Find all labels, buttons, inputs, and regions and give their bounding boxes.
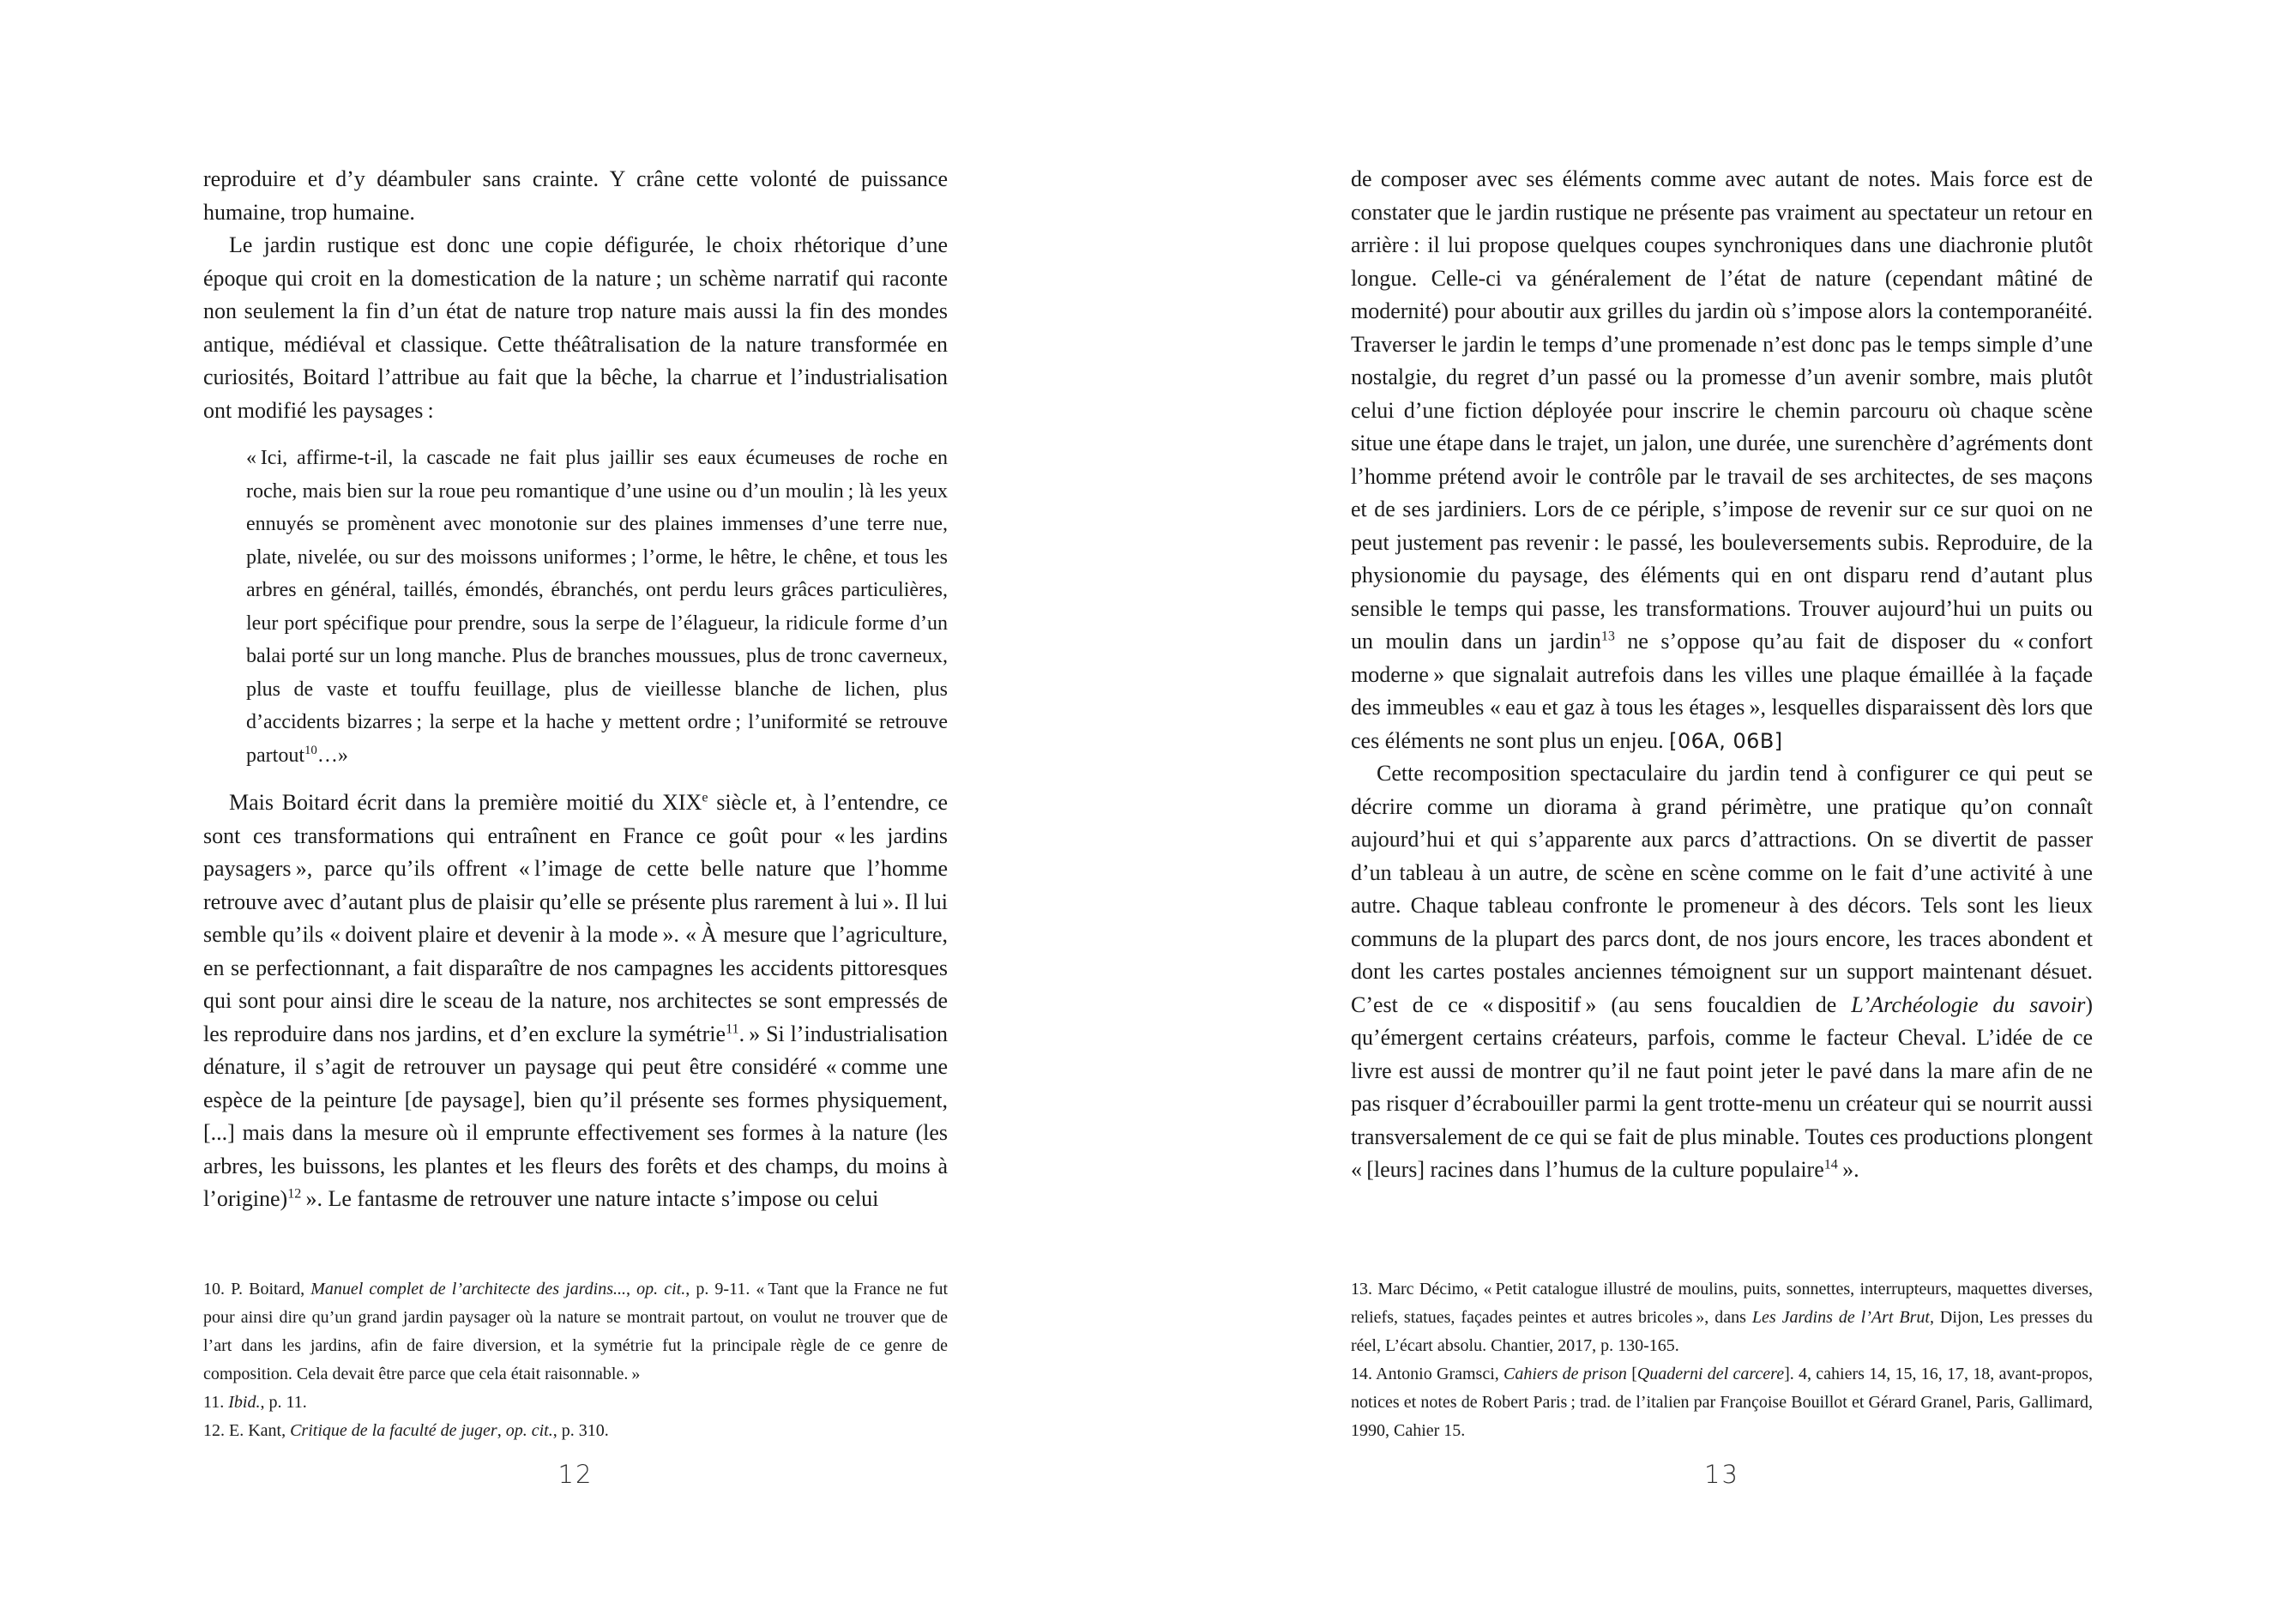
footnote: 12. E. Kant, Critique de la faculté de juger, op. cit., p. 310. [203, 1421, 609, 1440]
footnote-reference: 10 [304, 743, 317, 757]
footnote-reference: 12 [287, 1186, 302, 1202]
italic-title: Manuel complet de l’architecte des jardins... [310, 1280, 627, 1299]
italic-title: Ibid. [228, 1393, 261, 1412]
page-right-body [1351, 163, 2093, 1187]
footnote-reference: 11 [726, 1021, 739, 1036]
page-number-left: 12 [557, 1460, 594, 1489]
footnote-reference: 13 [1600, 629, 1615, 644]
paragraph: de composer avec ses éléments comme avec autant de notes. Mais force est de constater que le jardin rustique ne présente pas vraiment au spectateur un retour en arrière : il lui propose quelques coupes synchroniques dans une diachronie plutôt longue. Celle-ci va généralement de l’état de nature (cependant mâtiné de modernité) pour aboutir aux grilles du jardin où s’impose alors la contemporanéité. Traverser le jardin le temps d’une promenade n’est donc pas le temps simple d’une nostalgie, du regret d’un passé ou la promesse d’un avenir sombre, mais plutôt celui d’une fiction déployée pour inscrire le chemin parcouru où chaque scène situe une étape dans le trajet, un jalon, une durée, une surenchère d’agréments dont l’homme prétend avoir le contrôle par le travail de ses architectes, de ses maçons et de ses jardiniers. Lors de ce périple, s’impose de revenir sur ce sur quoi on ne peut justement pas revenir : le passé, les bouleversements subis. Reproduire, de la physionomie du paysage, des éléments qui en ont disparu rend d’autant plus sensible le temps qui passe, les transformations. Trouver aujourd’hui un puits ou un moulin dans un jardin$^{13}$ ne s’oppose qu’au fait de disposer du « confort moderne » que signalait autrefois dans les villes une plaque émaillée à la façade des immeubles « eau et gaz à tous les étages », lesquelles disparaissent dès lors que ces éléments ne sont plus un enjeu. [06A, 06B] [1351, 166, 2093, 753]
footnote-reference: e [702, 790, 708, 805]
page-left-body [203, 163, 948, 1216]
italic-title: op. cit. [505, 1421, 553, 1440]
footnote: 14. Antonio Gramsci, Cahiers de prison [Quaderni del carcere]. 4, cahiers 14, 15, 16, 17, 18, avant-propos, notices et notes de Robert Paris ; trad. de l’italien par Françoise Bouillot et Gérard Granel, Paris, Gallimard, 1990, Cahier 15. [1351, 1365, 2093, 1440]
quote-block: « Ici, affirme-t-il, la cascade ne fait plus jaillir ses eaux écumeuses de roche en roche, mais bien sur la roue peu romantique d’une usine ou d’un moulin ; là les yeux ennuyés se promènent avec monotonie sur des plaines immenses d’une terre nue, plate, nivelée, ou sur des moissons uniformes ; l’orme, le hêtre, le chêne, et tous les arbres en général, taillés, émondés, ébranchés, ont perdu leurs grâces particulières, leur port spécifique pour prendre, sous la serpe de l’élagueur, la ridicule forme d’un balai porté sur un long manche. Plus de branches moussues, plus de tronc caverneux, plus de vaste et touffu feuillage, plus de vieillesse blanche de lichen, plus d’accidents bizarres ; la serpe et la hache y mettent ordre ; l’uniformité se retrouve partout$^{10}$…» [246, 447, 948, 767]
italic-title: op. cit. [636, 1280, 686, 1299]
paragraph: Mais Boitard écrit dans la première moitié du XIXe siècle et, à l’entendre, ce sont ces transformations qui entraînent en France ce goût pour « les jardins paysagers », parce qu’ils offrent « l’image de cette belle nature que l’homme retrouve avec d’autant plus de plaisir qu’elle se présente plus rarement à lui ». Il lui semble qu’ils « doivent plaire et devenir à la mode ». « À mesure que l’agriculture, en se perfectionnant, a fait disparaître de nos campagnes les accidents pittoresques qui sont pour ainsi dire le sceau de la nature, nos architectes se sont empressés de les reproduire dans nos jardins, et d’en exclure la symétrie$^{11}$. » Si l’industrialisation dénature, il s’agit de retrouver un paysage qui peut être considéré « comme une espèce de la peinture [de paysage], bien qu’il présente ses formes physiquement, [...] mais dans la mesure où il emprunte effectivement ses formes à la nature (les arbres, les buissons, les plantes et les fleurs des forêts et des champs, du moins à l’origine)$^{12}$ ». Le fantasme de retrouver une nature intacte s’impose ou celui [203, 790, 949, 1211]
footnote-reference: 14 [1823, 1157, 1838, 1172]
italic-title: Cahiers de prison [1504, 1365, 1627, 1383]
footnote: 11. Ibid., p. 11. [203, 1393, 307, 1412]
paragraph: Cette recomposition spectaculaire du jardin tend à configurer ce qui peut se décrire comme un diorama à grand périmètre, une pratique qu’on connaît aujourd’hui et qui s’apparente aux parcs d’attractions. On se divertit de passer d’un tableau à un autre, de scène en scène comme on le fait d’une activité à une autre. Chaque tableau confronte le promeneur à des décors. Tels sont les lieux communs de la plupart des parcs dont, de nos jours encore, les traces abondent et dont les cartes postales anciennes témoignent sur un support maintenant désuet. C’est de ce « dispositif » (au sens foucaldien de L’Archéologie du savoir) qu’émergent certains créateurs, parfois, comme le facteur Cheval. L’idée de ce livre est aussi de montrer qu’il ne faut point jeter le pavé dans la mare afin de ne pas risquer d’écrabouiller parmi la gent trotte-menu un créateur qui se nourrit aussi transversalement de ce qui se fait de plus minable. Toutes ces productions plongent « [leurs] racines dans l’humus de la culture populaire$^{14}$ ». [1351, 761, 2093, 1182]
paragraph: reproduire et d’y déambuler sans crainte. Y crâne cette volonté de puissance humaine, trop humaine. [203, 166, 948, 225]
footnote: 13. Marc Décimo, « Petit catalogue illustré de moulins, puits, sonnettes, interrupteurs, maquettes diverses, reliefs, statues, façades peintes et autres bricoles », dans Les Jardins de l’Art Brut, Dijon, Les presses du réel, L’écart absolu. Chantier, 2017, p. 130-165. [1351, 1280, 2093, 1355]
page-left-footnotes [203, 1275, 948, 1445]
italic-title: Quaderni del carcere [1636, 1365, 1785, 1383]
paragraph: Le jardin rustique est donc une copie défigurée, le choix rhétorique d’une époque qui croit en la domestication de la nature ; un schème narratif qui raconte non seulement la fin d’un état de nature trop nature mais aussi la fin des mondes antique, médiéval et classique. Cette théâtralisation de la nature transformée en curiosités, Boitard l’attribue au fait que la bêche, la charrue et l’industrialisation ont modifié les paysages : [203, 232, 948, 423]
italic-title: Critique de la faculté de juger [290, 1421, 497, 1440]
italic-title: Les Jardins de l’Art Brut [1751, 1308, 1930, 1327]
footnote: 10. P. Boitard, Manuel complet de l’architecte des jardins..., op. cit., p. 9-11. « Tant que la France ne fut pour ainsi dire qu’un grand jardin paysager où la nature se montrait partout, on voulut ne trouver que de l’art dans les jardins, afin de faire diversion, et la symétrie fut la principale règle de ce genre de composition. Cela devait être parce que cela était raisonnable. » [203, 1280, 948, 1383]
figure-reference-marker: [06A, 06B] [1669, 728, 1783, 753]
page-right-footnotes [1351, 1275, 2093, 1445]
italic-title: L’Archéologie du savoir [1851, 991, 2086, 1017]
page-number-right: 13 [1704, 1460, 1739, 1489]
